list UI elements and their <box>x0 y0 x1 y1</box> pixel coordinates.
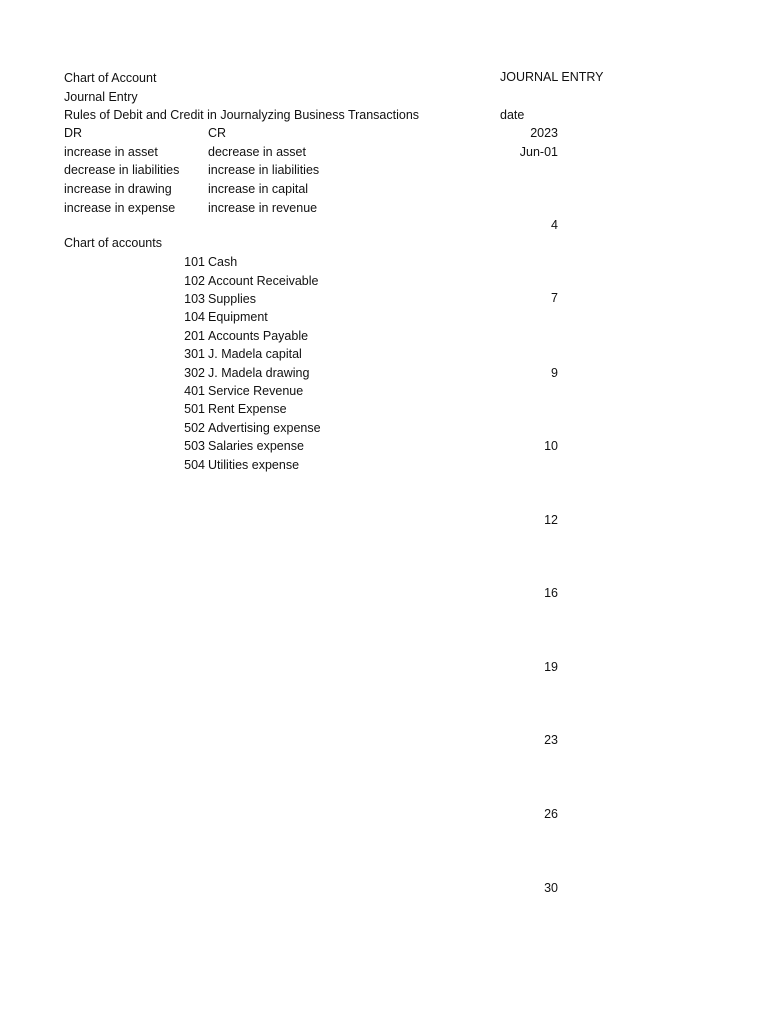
account-name: Service Revenue <box>208 384 304 398</box>
account-name: Advertising expense <box>208 421 321 435</box>
journal-first-date: Jun-01 <box>519 145 558 159</box>
account-name: Supplies <box>208 292 256 306</box>
rule-cr: increase in liabilities <box>208 163 320 177</box>
rules-heading: Rules of Debit and Credit in Journalyzing Business Transactions <box>64 108 420 122</box>
account-code: 101 <box>184 255 205 269</box>
rule-cr: increase in capital <box>208 182 309 196</box>
journal-year: 2023 <box>530 126 558 140</box>
cr-header: CR <box>208 126 227 140</box>
account-code: 401 <box>184 384 205 398</box>
account-code: 504 <box>184 458 205 472</box>
account-code: 102 <box>184 274 205 288</box>
account-name: J. Madela capital <box>208 347 302 361</box>
date-header: date <box>500 108 525 122</box>
journal-day: 9 <box>551 366 558 380</box>
journal-day: 16 <box>544 586 558 600</box>
rule-cr: decrease in asset <box>208 145 306 159</box>
journal-day: 23 <box>544 733 558 747</box>
account-name: Utilities expense <box>208 458 300 472</box>
chart-of-account-heading: Chart of Account <box>64 71 157 85</box>
account-code: 103 <box>184 292 205 306</box>
account-name: Equipment <box>208 310 268 324</box>
rule-cr: increase in revenue <box>208 201 318 215</box>
rule-dr: increase in asset <box>64 145 158 159</box>
account-name: J. Madela drawing <box>208 366 310 380</box>
journal-entry-heading: Journal Entry <box>64 90 138 104</box>
rule-dr: increase in drawing <box>64 182 172 196</box>
account-name: Rent Expense <box>208 402 287 416</box>
account-code: 201 <box>184 329 205 343</box>
journal-title: JOURNAL ENTRY <box>500 70 604 84</box>
journal-day: 19 <box>544 660 558 674</box>
journal-day: 26 <box>544 807 558 821</box>
account-name: Cash <box>208 255 238 269</box>
account-code: 501 <box>184 402 205 416</box>
account-code: 502 <box>184 421 205 435</box>
rule-dr: increase in expense <box>64 201 176 215</box>
account-code: 302 <box>184 366 205 380</box>
account-name: Accounts Payable <box>208 329 309 343</box>
account-code: 104 <box>184 310 205 324</box>
account-code: 301 <box>184 347 205 361</box>
accounts-heading: Chart of accounts <box>64 236 162 250</box>
journal-day: 10 <box>544 439 558 453</box>
journal-day: 12 <box>544 513 558 527</box>
journal-day: 7 <box>551 291 558 305</box>
journal-day: 30 <box>544 881 558 895</box>
journal-day: 4 <box>551 218 558 232</box>
rule-dr: decrease in liabilities <box>64 163 180 177</box>
account-code: 503 <box>184 439 205 453</box>
account-name: Account Receivable <box>208 274 319 288</box>
dr-header: DR <box>64 126 83 140</box>
account-name: Salaries expense <box>208 439 304 453</box>
